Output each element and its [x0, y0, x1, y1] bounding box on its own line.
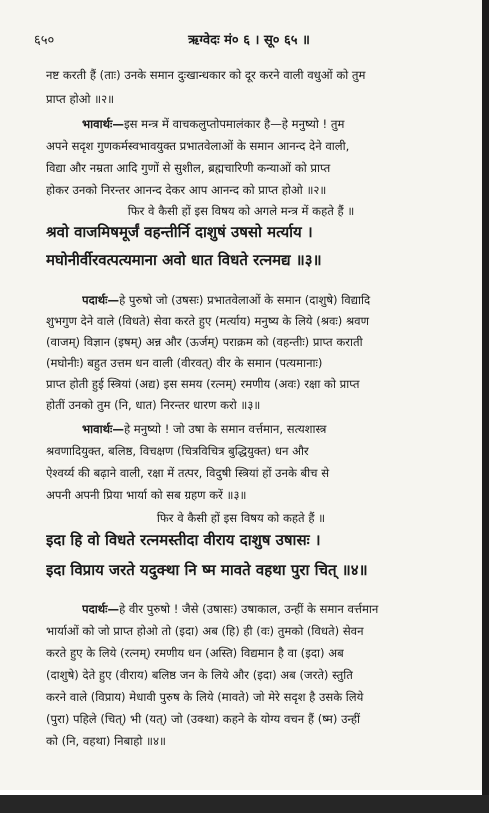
padarth-line — [82, 292, 466, 308]
bhavarth-label: भावार्थः— — [82, 117, 124, 131]
text-line: प्राप्त होओ ॥२॥ — [46, 92, 115, 106]
bhavarth-label: भावार्थः— — [82, 422, 124, 436]
text-line: अपनी अपनी प्रिया भार्या को सब ग्रहण करें ॥३॥ — [46, 488, 247, 502]
bhavarth-line — [82, 116, 466, 132]
padarth-label: पदार्थः— — [82, 293, 120, 307]
line-text: हे मनुष्यो ! जो उषा के समान वर्त्तमान, सत्यशास्त्र — [123, 422, 327, 436]
text-line: (मघोनीः) बहुत उत्तम धन वाली (वीरवत्) वीर के समान (पत्यमानाः) — [46, 356, 323, 370]
mantra-line: श्रवो वाजमिषमूर्जं वहन्तीर्नि दाशुषं उषसो मर्त्याय । — [46, 223, 313, 241]
text-line: को (नि, वहथा) निबाहो ॥४॥ — [46, 734, 166, 748]
text-line: (पुरा) पहिले (चित्) भी (यत्) जो (उक्था) कहने के योग्य वचन हैं (ष्म) उन्हीं — [46, 712, 361, 726]
mantra-line: मघोनीर्वीरवत्पत्यमाना अवो धात विधते रत्नमद्य ॥३॥ — [46, 251, 322, 269]
line-text: हे पुरुषो जो (उषसः) प्रभातवेलाओं के समान (दाशुषे) विद्यादि — [119, 293, 371, 307]
scan-edge-bottom — [0, 795, 489, 813]
line-text: इस मन्त्र में वाचकलुप्तोपमालंकार है—हे मनुष्यो ! तुम — [123, 117, 345, 131]
padarth-line — [82, 601, 466, 617]
intro-line: फिर वे कैसी हों इस विषय को अगले मन्त्र में कहते हैं ॥ — [127, 204, 355, 218]
text-line: करने वाले (विप्राय) मेधावी पुरुष के लिये (मावते) जो मेरे सदृश है उसके लिये — [46, 690, 364, 704]
text-line: करते हुए के लिये (रत्नम्) रमणीय धन (अस्ति) विद्यमान है वा (इदा) अब — [46, 646, 344, 660]
padarth-label: पदार्थः— — [82, 602, 120, 616]
page-title: ऋग्वेदः मं० ६ । सू० ६५ ॥ — [188, 33, 310, 48]
text-line: ऐश्वर्य्य की बढ़ाने वाली, रक्षा में तत्पर, विदुषी स्त्रियां हों उनके बीच से — [46, 466, 330, 480]
text-line: शुभगुण देने वाले (विधते) सेवा करते हुए (मर्त्याय) मनुष्य के लिये (श्रवः) श्रवण — [46, 314, 369, 328]
text-line: भार्याओं को जो प्राप्त होओ तो (इदा) अब (हि) ही (वः) तुमको (विधते) सेवन — [46, 624, 364, 638]
bhavarth-line — [82, 421, 466, 437]
text-line: प्राप्त होती हुई स्त्रियां (अद्य) इस समय (रत्नम्) रमणीय (अवः) रक्षा को प्राप्त — [46, 377, 360, 391]
text-line: श्रवणादियुक्त, बलिष्ठ, विचक्षण (चित्रविचित्र बुद्धियुक्त) धन और — [46, 444, 309, 458]
text-line: विद्या और नम्रता आदि गुणों से सुशील, ब्रह्मचारिणी कन्याओं को प्राप्त — [46, 161, 331, 175]
running-header — [34, 30, 464, 48]
line-text: हे वीर पुरुषो ! जैसे (उषासः) उषाकाल, उन्हीं के समान वर्त्तमान — [119, 602, 379, 616]
intro-line: फिर वे कैसी हों इस विषय को कहते हैं ॥ — [156, 511, 326, 525]
text-line: अपने सदृश गुणकर्मस्वभावयुक्त प्रभातवेलाओं के समान आनन्द देने वाली, — [46, 139, 350, 153]
text-line: होकर उनको निरन्तर आनन्द देकर आप आनन्द को प्राप्त होओ ॥२॥ — [46, 183, 327, 197]
page-number: ६५० — [34, 33, 55, 48]
scan-edge-right — [482, 0, 489, 813]
text-line: नष्ट करती हैं (ताः) उनके समान दुःखान्धकार को दूर करने वाली वधुओं को तुम — [46, 68, 366, 82]
text-line: होतीं उनको तुम (नि, धात) निरन्तर धारण करो ॥३॥ — [46, 398, 261, 412]
text-line: (दाशुषे) देते हुए (वीराय) बलिष्ठ जन के लिये और (इदा) अब (जरते) स्तुति — [46, 668, 353, 682]
mantra-line: इदा विप्राय जरते यदुक्था नि ष्म मावते वहथा पुरा चित् ॥४॥ — [46, 561, 368, 579]
mantra-line: इदा हि वो विधते रत्नमस्तीदा वीराय दाशुष उषासः । — [46, 531, 321, 549]
text-line: (वाजम्) विज्ञान (इषम्) अन्न और (ऊर्जम्) पराक्रम को (वहन्तीः) प्राप्त कराती — [46, 335, 363, 349]
